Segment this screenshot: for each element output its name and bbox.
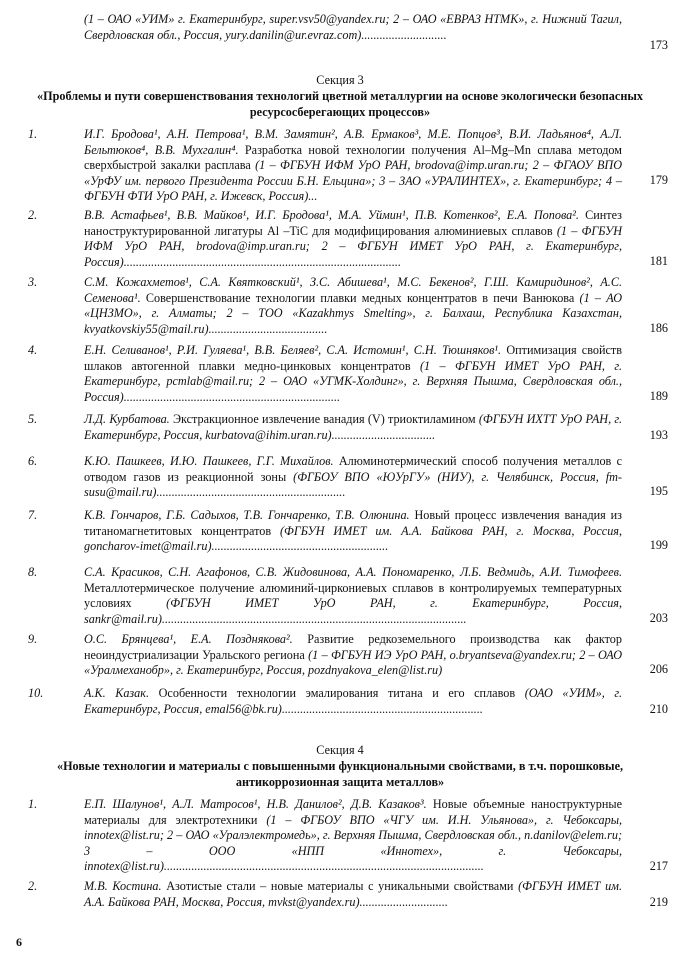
entry-page-number: 186 — [649, 321, 668, 336]
entry-text — [84, 797, 622, 875]
entry-text — [84, 508, 622, 555]
entry-authors: О.С. Брянцева¹, Е.А. Позднякова². — [84, 632, 293, 646]
entry-text — [84, 454, 622, 501]
entry-title: Развитие редкоземельного производства как фактор неоиндустриализации Уральского региона — [84, 632, 622, 662]
entry-text — [84, 412, 622, 443]
toc-entry — [28, 686, 668, 718]
entry-authors: К.Ю. Пашкеев, И.Ю. Пашкеев, Г.Г. Михайлов. — [84, 454, 334, 468]
entry-title: Алюминотермический способ получения металлов с отводом газов из реакционной зоны — [84, 454, 622, 484]
entry-affiliation: (1 – ОАО «УИМ» г. Екатеринбург, super.vsv50@yandex.ru; 2 – ОАО «ЕВРАЗ НТМК», г. Нижний Тагил, Свердловская обл., Россия, yury.danilin@ur.evraz.com)............................ — [84, 12, 622, 42]
entry-title: Синтез наноструктурированной лигатуры Al –TiC для модифицирования алюминиевых сплавов — [84, 208, 622, 238]
entry-affiliation: (1 – ФГБУН ИЭ УрО РАН, o.bryantseva@yandex.ru; 2 – ОАО «Уралмеханобр», г. Екатеринбург, Россия, pozdnyakova_elen@list.ru) — [84, 647, 622, 678]
toc-entry — [28, 879, 668, 911]
entry-affiliation: (1 – ФГБОУ ВПО «ЧГУ им. И.Н. Ульянова», г. Чебоксары, innotex@list.ru; 2 – ОАО «Уралэлектромедь», г. Верхняя Пышма, Свердловская обл., n.danilov@elem.ru; 3 – ООО «НПП «Иннотех», г. Чебоксары, innotex@list.ru)......................................................................................................... — [84, 812, 623, 874]
entry-page-number: 179 — [649, 173, 668, 188]
toc-entry — [28, 454, 668, 500]
entry-text — [84, 565, 622, 627]
section-label: Секция 3 — [316, 73, 364, 87]
entry-affiliation: (ФГБУН ИХТТ УрО РАН, г. Екатеринбург, Россия, kurbatova@ihim.uran.ru).................................. — [84, 412, 622, 442]
entry-page-number: 181 — [649, 254, 668, 269]
entry-title: Оптимизация свойств шлаков автогенной плавки медно-цинковых концентратов — [84, 343, 622, 373]
entry-authors: А.К. Казак. — [84, 686, 150, 700]
entry-page-number: 206 — [649, 662, 668, 677]
entry-authors: С.А. Красиков, С.Н. Агафонов, С.В. Жидовинова, А.А. Пономаренко, Л.Б. Ведмидь, А.И. Тимофеев. — [84, 565, 622, 579]
entry-title: Азотистые стали – новые материалы с уникальными свойствами — [161, 879, 519, 893]
entry-title: Экстракционное извлечение ванадия (V) триоктиламином — [169, 412, 479, 426]
entry-number: 9. — [28, 632, 38, 646]
entry-title: Новый процесс извлечения ванадия из титаномагнетитовых концентратов — [84, 508, 622, 538]
entry-page-number: 219 — [649, 895, 668, 910]
entry-text — [84, 343, 622, 405]
section-4-heading — [30, 742, 650, 790]
entry-affiliation: (1 – АО «ЦНЗМО», г. Алматы; 2 – ТОО «Kazakhmys Smelting», г. Балхаш, Республика Казахстан, kvyatkovskiy55@mail.ru)....................................... — [84, 290, 622, 336]
toc-entry — [28, 275, 668, 337]
entry-title: Совершенствование технологии плавки медных концентратов в печи Ванюкова — [140, 290, 580, 305]
toc-entry — [28, 565, 668, 627]
entry-text — [84, 208, 622, 270]
entry-page-number: 189 — [649, 389, 668, 404]
entry-authors: М.В. Костина. — [84, 879, 162, 893]
page-number: 6 — [16, 935, 22, 949]
entry-title: Металлотермическое получение алюминий-циркониевых сплавов в контролируемых температурных условиях — [84, 580, 622, 611]
entry-title: Разработка новой технологии получения Al–Mg–Mn сплава методом сверхбыстрой закалки расплава — [84, 142, 622, 173]
toc-entry — [28, 412, 668, 444]
entry-page-number: 173 — [649, 38, 668, 53]
entry-affiliation: (ОАО «УИМ», г. Екатеринбург, Россия, emal56@bk.ru).................................................................. — [84, 686, 622, 716]
section-title: «Проблемы и пути совершенствования технологий цветной металлургии на основе экологически безопасных ресурсосберегающих процессов» — [37, 89, 643, 119]
entry-page-number: 199 — [649, 538, 668, 553]
entry-number: 6. — [28, 454, 38, 468]
entry-number: 1. — [28, 797, 38, 811]
entry-authors: В.В. Астафьев¹, В.В. Майков¹, И.Г. Бродова¹, М.А. Уймин¹, П.В. Котенков², Е.А. Попова². — [84, 208, 579, 222]
entry-text — [84, 686, 622, 717]
entry-number: 10. — [28, 686, 44, 700]
toc-entry — [28, 208, 668, 270]
entry-authors: К.В. Гончаров, Г.Б. Садыхов, Т.В. Гончаренко, Т.В. Олюнина. — [84, 508, 410, 522]
entry-text — [84, 632, 622, 679]
entry-title: Особенности технологии эмалирования титана и его сплавов — [149, 686, 525, 700]
entry-authors: Е.Н. Селиванов¹, Р.И. Гуляева¹, В.В. Беляев², С.А. Истомин¹, С.Н. Тюшняков¹. — [84, 343, 502, 357]
entry-text — [84, 275, 622, 337]
entry-authors: И.Г. Бродова¹, А.Н. Петрова¹, В.М. Замятин², А.В. Ермаков³, М.Е. Попцов³, В.И. Ладьянов⁴, А.Л. Бельтюков⁴, В.В. Мухгалин⁴. — [84, 127, 622, 157]
section-title: «Новые технологии и материалы с повышенными функциональными свойствами, в т.ч. порошковые, антикоррозионная защита металлов» — [56, 759, 624, 789]
entry-authors: Л.Д. Курбатова. — [84, 412, 170, 426]
section-3-heading — [30, 72, 650, 120]
entry-title: Новые объемные наноструктурные материалы для электротехники — [84, 797, 622, 827]
entry-number: 4. — [28, 343, 38, 357]
toc-entry-continued — [28, 12, 668, 54]
entry-affiliation: (ФГБУН ИМЕТ им. А.А. Байкова РАН, г. Москва, Россия, goncharov-imet@mail.ru).......................................................... — [84, 523, 623, 554]
entry-page-number: 203 — [649, 611, 668, 626]
section-label: Секция 4 — [316, 743, 364, 757]
entry-affiliation: (1 – ФГБУН ИМЕТ УрО РАН, г. Екатеринбург, pcmlab@mail.ru; 2 – ОАО «УГМК-Холдинг», г. Верхняя Пышма, Свердловская обл., Россия)....................................................................... — [84, 358, 622, 404]
entry-number: 7. — [28, 508, 38, 522]
entry-number: 1. — [28, 127, 38, 141]
toc-entry — [28, 797, 668, 875]
toc-entry — [28, 343, 668, 405]
entry-text — [84, 127, 622, 205]
entry-number: 5. — [28, 412, 38, 426]
entry-number: 2. — [28, 208, 38, 222]
toc-entry — [28, 632, 668, 678]
entry-number: 8. — [28, 565, 38, 579]
entry-affiliation: (ФГБУН ИМЕТ им. А.А. Байкова РАН, Москва, Россия, mvkst@yandex.ru)............................. — [84, 879, 622, 909]
entry-number: 2. — [28, 879, 38, 893]
entry-page-number: 217 — [649, 859, 668, 874]
entry-page-number: 210 — [649, 702, 668, 717]
entry-affiliation: (ФГБУН ИМЕТ УрО РАН, г. Екатеринбург, Россия, sankr@mail.ru).................................................................................................... — [84, 596, 622, 626]
entry-authors: С.М. Кожахметов¹, С.А. Квятковский¹, З.С. Абишева¹, М.С. Бекенов², Г.Ш. Камиридинов², А.С. Семенова¹. — [84, 275, 622, 305]
entry-text — [84, 879, 622, 910]
entry-affiliation: (1 – ФГБУН ИФМ УрО РАН, brodova@imp.uran.ru; 2 – ФГАОУ ВПО «УрФУ им. первого Президента России Б.Н. Ельцина»; 3 – ЗАО «УРАЛИНТЕХ», г. Екатеринбург; 4 – ФГБУН ФТИ УрО РАН, г. Ижевск, Россия)... — [84, 158, 623, 204]
toc-entry — [28, 127, 668, 204]
entry-page-number: 195 — [649, 484, 668, 499]
toc-entry — [28, 508, 668, 554]
entry-affiliation: (ФГБОУ ВПО «ЮУрГУ» (НИУ), г. Челябинск, Россия, fm-susu@mail.ru).............................................................. — [84, 469, 622, 500]
entry-number: 3. — [28, 275, 38, 289]
entry-affiliation: (1 – ФГБУН ИФМ УрО РАН, brodova@imp.uran.ru; 2 – ФГБУН ИМЕТ УрО РАН, г. Екатеринбург, Россия)........................................................................................... — [84, 223, 622, 269]
entry-page-number: 193 — [649, 428, 668, 443]
entry-authors: Е.П. Шалунов¹, А.Л. Матросов¹, Н.В. Данилов², Д.В. Казаков³. — [84, 797, 427, 811]
